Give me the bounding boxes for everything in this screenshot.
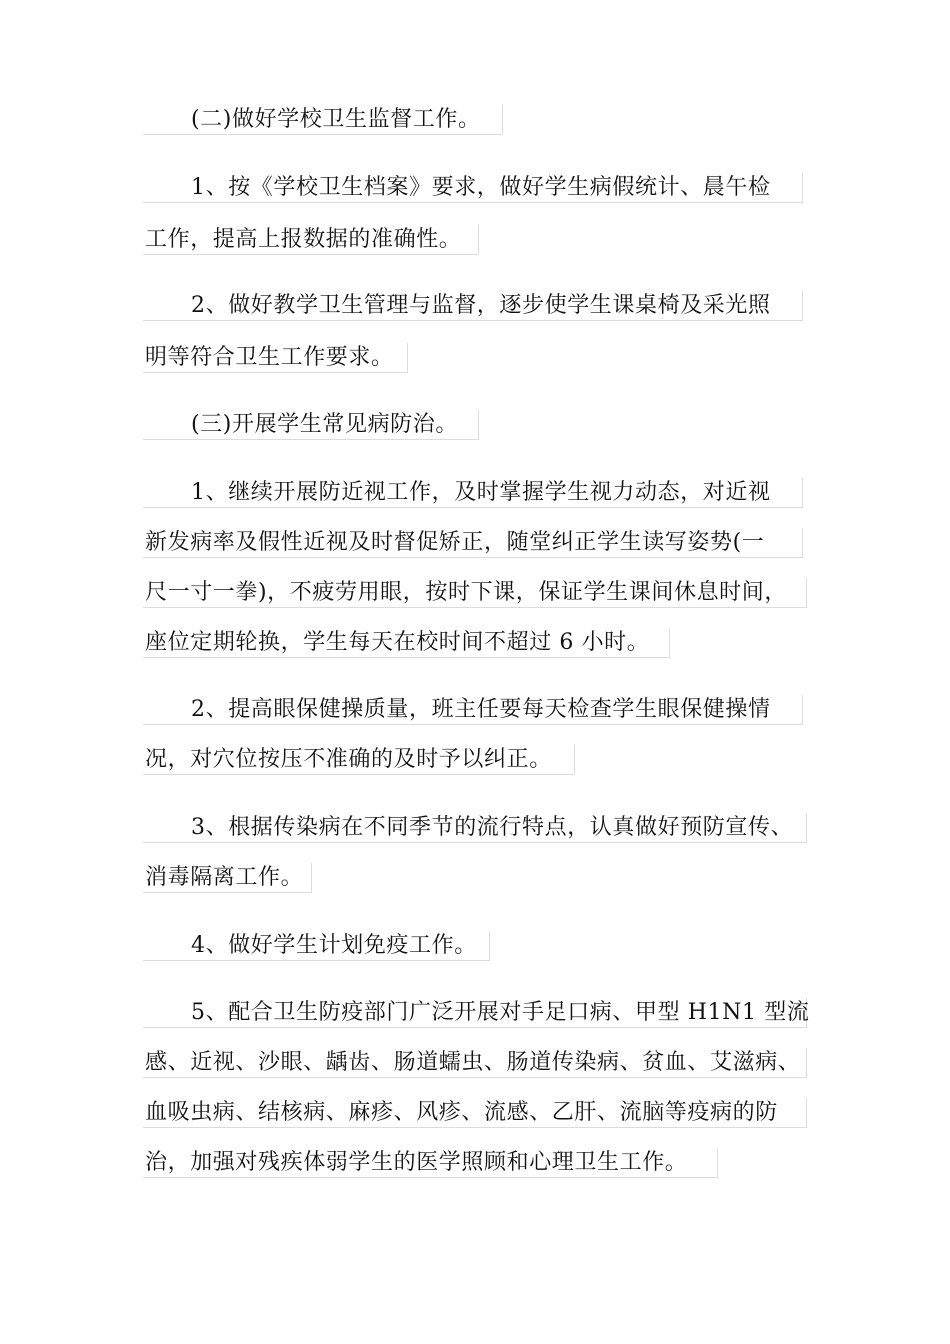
paragraph-line: 消毒隔离工作。: [143, 863, 312, 893]
paragraph-line: 4、做好学生计划免疫工作。: [143, 931, 490, 961]
paragraph-line: 2、做好教学卫生管理与监督，逐步使学生课桌椅及采光照: [143, 291, 803, 321]
paragraph-line: 新发病率及假性近视及时督促矫正，随堂纠正学生读写姿势(一: [143, 528, 803, 558]
paragraph-line: 1、按《学校卫生档案》要求，做好学生病假统计、晨午检: [143, 173, 803, 203]
paragraph-line: 感、近视、沙眼、龋齿、肠道蠕虫、肠道传染病、贫血、艾滋病、: [143, 1048, 807, 1078]
paragraph-line: 2、提高眼保健操质量，班主任要每天检查学生眼保健操情: [143, 695, 803, 725]
section-heading-2: (二)做好学校卫生监督工作。: [143, 105, 503, 135]
paragraph-line: 工作，提高上报数据的准确性。: [143, 225, 479, 255]
paragraph-line: 尺一寸一拳)，不疲劳用眼，按时下课，保证学生课间休息时间，: [143, 578, 807, 608]
paragraph-line: 5、配合卫生防疫部门广泛开展对手足口病、甲型 H1N1 型流: [143, 998, 807, 1028]
paragraph-line: 血吸虫病、结核病、麻疹、风疹、流感、乙肝、流脑等疫病的防: [143, 1098, 807, 1128]
section-heading-3: (三)开展学生常见病防治。: [143, 410, 479, 440]
paragraph-line: 明等符合卫生工作要求。: [143, 343, 408, 373]
paragraph-line: 1、继续开展防近视工作，及时掌握学生视力动态，对近视: [143, 478, 803, 508]
paragraph-line: 座位定期轮换，学生每天在校时间不超过 6 小时。: [143, 628, 670, 658]
paragraph-line: 治，加强对残疾体弱学生的医学照顾和心理卫生工作。: [143, 1148, 718, 1178]
paragraph-line: 3、根据传染病在不同季节的流行特点，认真做好预防宣传、: [143, 813, 807, 843]
paragraph-line: 况，对穴位按压不准确的及时予以纠正。: [143, 745, 575, 775]
